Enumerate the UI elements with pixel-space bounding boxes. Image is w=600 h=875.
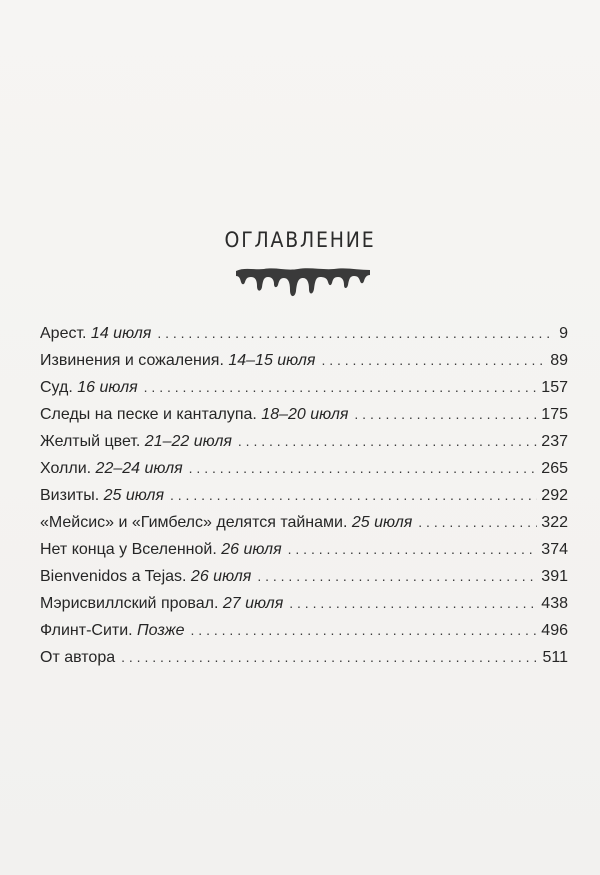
entry-title: Нет конца у Вселенной. 26 июля — [40, 541, 282, 558]
entry-date: 18–20 июля — [261, 406, 349, 423]
dot-leader — [418, 509, 537, 536]
entry-title: Следы на песке и канталупа. 18–20 июля — [40, 406, 349, 423]
entry-date: 27 июля — [222, 595, 284, 612]
entry-date: 26 июля — [190, 568, 252, 585]
page-number: 292 — [541, 487, 568, 504]
page-number: 265 — [541, 460, 568, 477]
entry-title: «Мейсис» и «Гимбелс» делятся тайнами. 25 июля — [40, 514, 413, 531]
entry-date: 25 июля — [103, 487, 164, 504]
toc-entry-holly[interactable] — [40, 455, 568, 482]
toc-entry-universe[interactable] — [40, 536, 568, 563]
page-number: 496 — [541, 622, 568, 639]
toc-entry-visits[interactable] — [40, 482, 568, 509]
entry-title: От автора — [40, 649, 116, 666]
dot-leader — [288, 536, 538, 563]
entry-date: 25 июля — [351, 514, 413, 531]
entry-date: 16 июля — [77, 379, 138, 396]
entry-title: Арест. 14 июля — [40, 325, 152, 342]
page-number: 89 — [550, 352, 568, 369]
dot-leader — [144, 374, 538, 401]
dot-leader — [170, 482, 537, 509]
page-number: 374 — [541, 541, 568, 558]
toc-entry-apologies[interactable] — [40, 347, 568, 374]
toc-entry-court[interactable] — [40, 374, 568, 401]
entry-date: 22–24 июля — [95, 460, 183, 477]
entry-date: 14 июля — [90, 325, 152, 342]
page-number: 438 — [541, 595, 568, 612]
toc-entry-marysville[interactable] — [40, 590, 568, 617]
dot-leader — [354, 401, 537, 428]
dot-leader — [257, 563, 537, 590]
entry-title: Желтый цвет. 21–22 июля — [40, 433, 232, 450]
entry-date: 14–15 июля — [228, 352, 316, 369]
page-number: 237 — [541, 433, 568, 450]
toc-entry-footprints[interactable] — [40, 401, 568, 428]
page-number: 322 — [541, 514, 568, 531]
entry-date: 21–22 июля — [144, 433, 232, 450]
page-number: 175 — [541, 406, 568, 423]
ink-drip-ornament-icon — [234, 265, 372, 301]
entry-title: Bienvenidos a Tejas. 26 июля — [40, 568, 252, 585]
dot-leader — [121, 644, 538, 671]
page-number: 9 — [559, 325, 568, 342]
dot-leader — [189, 455, 538, 482]
toc-entry-arrest[interactable] — [40, 320, 568, 347]
dot-leader — [289, 590, 537, 617]
page-title: ОГЛАВЛЕНИЕ — [224, 228, 376, 252]
toc-entry-macys-gimbels[interactable] — [40, 509, 568, 536]
entry-title: Извинения и сожаления. 14–15 июля — [40, 352, 316, 369]
entry-date: 26 июля — [221, 541, 282, 558]
page-number: 511 — [542, 649, 568, 666]
entry-title: Флинт-Сити. Позже — [40, 622, 185, 639]
entry-title: Суд. 16 июля — [40, 379, 138, 396]
entry-title: Мэрисвиллский провал. 27 июля — [40, 595, 284, 612]
dot-leader — [238, 428, 537, 455]
entry-title: Холли. 22–24 июля — [40, 460, 183, 477]
entry-title: Визиты. 25 июля — [40, 487, 164, 504]
toc-entry-tejas[interactable] — [40, 563, 568, 590]
dot-leader — [321, 347, 546, 374]
page-number: 391 — [541, 568, 568, 585]
toc-entry-flint-city[interactable] — [40, 617, 568, 644]
dot-leader — [157, 320, 555, 347]
toc-entry-yellow[interactable] — [40, 428, 568, 455]
dot-leader — [191, 617, 538, 644]
entry-date: Позже — [137, 622, 185, 639]
toc-entry-author-note[interactable] — [40, 644, 568, 671]
page-number: 157 — [541, 379, 568, 396]
table-of-contents — [40, 320, 568, 671]
